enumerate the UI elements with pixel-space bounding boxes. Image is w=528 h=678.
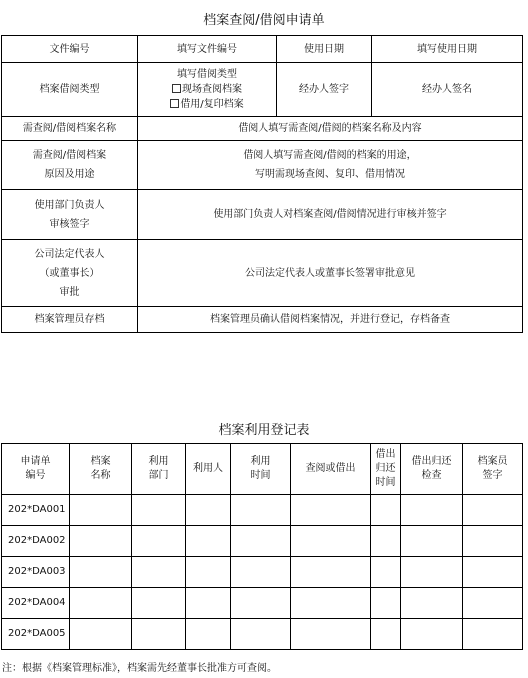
view-or-borrow-cell[interactable] [291,588,371,619]
legal-rep-label-line1: 公司法定代表人 [34,248,105,260]
application-no-cell: 202*DA002 [2,526,70,557]
footnote: 注：根据《档案管理标准》，档案需先经董事长批准方可查阅。 [2,663,277,674]
return-check-cell[interactable] [401,557,463,588]
header-user: 利用人 [186,444,231,495]
archivist-label: 档案管理员存档 [2,307,138,333]
legal-rep-label-line2: （或董事长） [39,267,100,279]
form-title: 档案查阅/借阅申请单 [203,13,325,28]
borrow-type-label: 档案借阅类型 [2,63,138,117]
return-time-cell[interactable] [371,557,401,588]
header-department: 利用 部门 [132,444,186,495]
table-row [2,557,523,588]
option-borrow[interactable] [138,97,276,112]
legal-rep-label-line3: 审批 [59,286,80,298]
purpose-label [2,141,138,190]
use-date-label: 使用日期 [277,36,372,63]
log-header-row [2,444,523,495]
borrow-type-hint: 填写借阅类型 [177,69,237,80]
form-row-borrow-type [2,63,523,117]
use-time-cell[interactable] [231,557,291,588]
user-cell[interactable] [186,495,231,526]
header-archive-name: 档案 名称 [70,444,132,495]
option-onsite-label: 现场查阅档案 [182,84,242,95]
borrow-type-cell [138,63,277,117]
return-check-cell[interactable] [401,495,463,526]
clerk-sign-cell[interactable] [463,557,523,588]
dept-head-label-line2: 审核签字 [49,218,90,230]
borrow-request-form [1,35,523,333]
use-date-field[interactable]: 填写使用日期 [372,36,523,63]
table-row [2,495,523,526]
header-clerk-sign: 档案员 签字 [463,444,523,495]
legal-rep-field[interactable]: 公司法定代表人或董事长签署审批意见 [138,240,523,307]
header-return-time: 借出 归还 时间 [371,444,401,495]
archive-name-label: 需查阅/借阅档案名称 [2,117,138,141]
use-time-cell[interactable] [231,588,291,619]
archive-name-cell[interactable] [70,619,132,650]
use-time-cell[interactable] [231,526,291,557]
purpose-field-line1: 借阅人填写需查阅/借阅的档案的用途， [243,150,417,161]
return-time-cell[interactable] [371,495,401,526]
table-row [2,588,523,619]
dept-head-label [2,190,138,240]
archive-name-cell[interactable] [70,495,132,526]
return-time-cell[interactable] [371,526,401,557]
table-row [2,619,523,650]
return-check-cell[interactable] [401,526,463,557]
user-cell[interactable] [186,588,231,619]
view-or-borrow-cell[interactable] [291,495,371,526]
form-row-purpose [2,141,523,190]
application-no-cell: 202*DA004 [2,588,70,619]
dept-head-label-line1: 使用部门负责人 [34,199,105,211]
archive-name-cell[interactable] [70,526,132,557]
user-cell[interactable] [186,619,231,650]
department-cell[interactable] [132,526,186,557]
legal-rep-label [2,240,138,307]
header-return-check: 借出归还 检查 [401,444,463,495]
application-no-cell: 202*DA003 [2,557,70,588]
form-row-archive-name [2,117,523,141]
purpose-label-line2: 原因及用途 [44,169,95,180]
option-borrow-label: 借用/复印档案 [180,99,244,110]
application-no-cell: 202*DA005 [2,619,70,650]
handler-sign-field[interactable]: 经办人签名 [372,63,523,117]
view-or-borrow-cell[interactable] [291,526,371,557]
purpose-field[interactable] [138,141,523,190]
header-application-no: 申请单 编号 [2,444,70,495]
header-use-time: 利用 时间 [231,444,291,495]
handler-sign-label: 经办人签字 [277,63,372,117]
return-time-cell[interactable] [371,619,401,650]
return-check-cell[interactable] [401,619,463,650]
return-time-cell[interactable] [371,588,401,619]
option-onsite[interactable] [138,82,276,97]
usage-log-table [1,443,523,650]
dept-head-field[interactable]: 使用部门负责人对档案查阅/借阅情况进行审核并签字 [138,190,523,240]
form-row-legal-approval [2,240,523,307]
use-time-cell[interactable] [231,495,291,526]
file-no-field[interactable]: 填写文件编号 [138,36,277,63]
clerk-sign-cell[interactable] [463,619,523,650]
department-cell[interactable] [132,619,186,650]
return-check-cell[interactable] [401,588,463,619]
purpose-field-line2: 写明需现场查阅、复印、借用情况 [255,169,405,180]
user-cell[interactable] [186,557,231,588]
use-time-cell[interactable] [231,619,291,650]
clerk-sign-cell[interactable] [463,588,523,619]
table-row [2,526,523,557]
archive-name-cell[interactable] [70,588,132,619]
view-or-borrow-cell[interactable] [291,557,371,588]
file-no-label: 文件编号 [2,36,138,63]
form-row-archivist [2,307,523,333]
department-cell[interactable] [132,588,186,619]
checkbox-icon[interactable] [170,99,179,108]
archivist-field[interactable]: 档案管理员确认借阅档案情况，并进行登记，存档备查 [138,307,523,333]
log-title: 档案利用登记表 [218,423,310,438]
checkbox-icon[interactable] [172,84,181,93]
user-cell[interactable] [186,526,231,557]
department-cell[interactable] [132,557,186,588]
form-row-file-no [2,36,523,63]
application-no-cell: 202*DA001 [2,495,70,526]
clerk-sign-cell[interactable] [463,495,523,526]
form-row-dept-approval [2,190,523,240]
view-or-borrow-cell[interactable] [291,619,371,650]
purpose-label-line1: 需查阅/借阅档案 [32,150,107,161]
archive-name-cell[interactable] [70,557,132,588]
department-cell[interactable] [132,495,186,526]
header-view-or-borrow: 查阅或借出 [291,444,371,495]
clerk-sign-cell[interactable] [463,526,523,557]
archive-name-field[interactable]: 借阅人填写需查阅/借阅的档案名称及内容 [138,117,523,141]
